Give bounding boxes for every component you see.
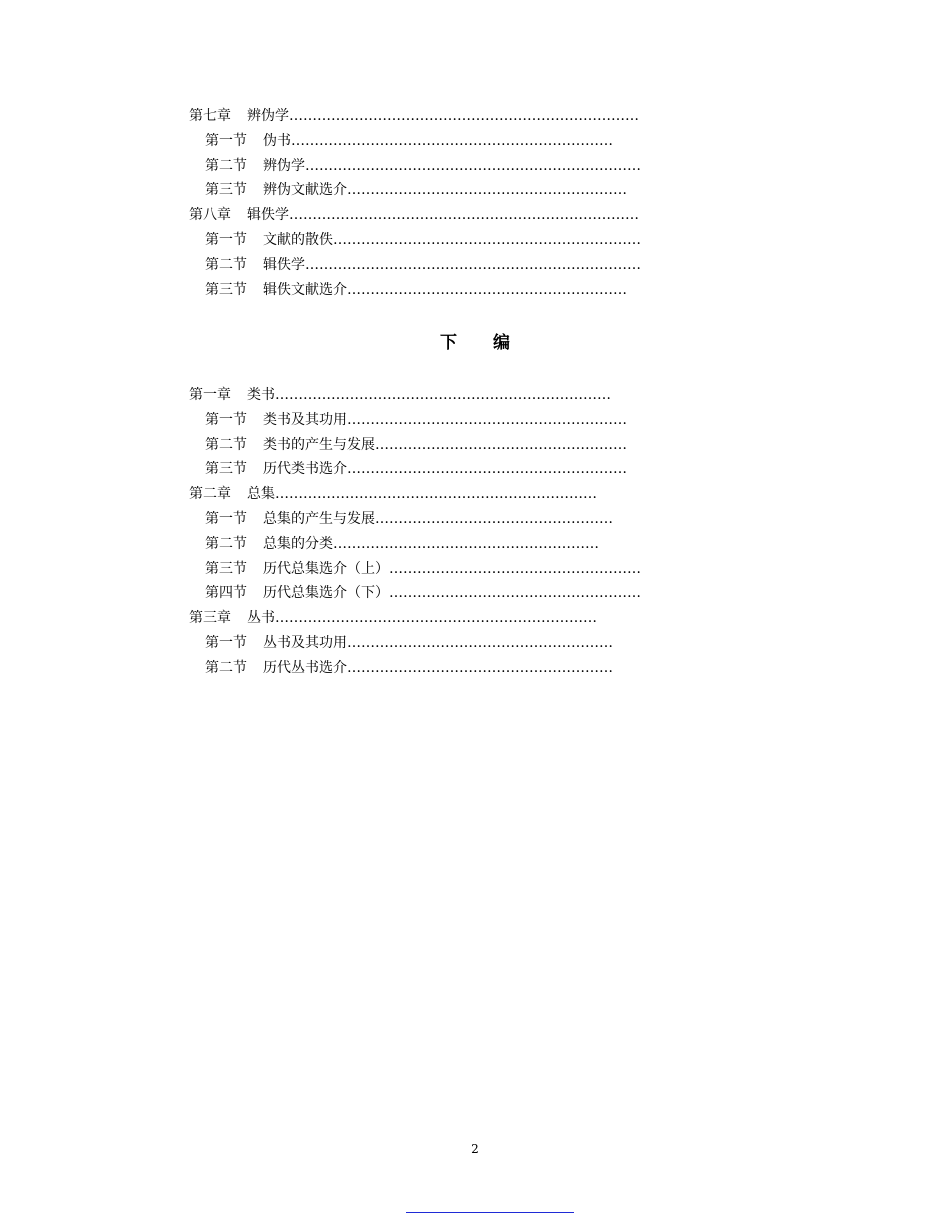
toc-entry-title: 历代总集选介（上） (263, 560, 389, 577)
toc-lower-list (189, 383, 641, 681)
toc-entry-title: 类书的产生与发展 (263, 436, 375, 453)
toc-entry-number: 第四节 (205, 585, 247, 602)
part-heading-char-2: 编 (493, 333, 510, 353)
toc-leader-dots: …………………………………………………… (347, 461, 627, 478)
toc-entry-title: 历代丛书选介 (263, 659, 347, 676)
toc-leader-dots: …………………………………………………………… (291, 132, 613, 149)
toc-entry-section[interactable] (189, 457, 641, 482)
toc-entry-number: 第二节 (205, 436, 247, 453)
toc-entry-section[interactable] (189, 154, 641, 179)
toc-entry-section[interactable] (189, 253, 641, 278)
toc-entry-title: 历代总集选介（下） (263, 585, 389, 602)
toc-entry-number: 第二节 (205, 256, 247, 273)
toc-entry-number: 第三节 (205, 560, 247, 577)
toc-leader-dots: ………………………………………………………………… (289, 108, 639, 124)
toc-leader-dots: ……………………………………………… (389, 585, 641, 602)
toc-leader-dots: …………………………………………………………… (275, 486, 597, 503)
toc-entry-number: 第三节 (205, 182, 247, 199)
toc-leader-dots: ………………………………………………………… (333, 231, 641, 248)
toc-entry-title: 丛书 (247, 610, 275, 627)
toc-entry-number: 第三节 (205, 281, 247, 298)
toc-leader-dots: ………………………………………………… (347, 659, 613, 676)
toc-entry-chapter[interactable] (189, 203, 641, 228)
toc-leader-dots: ……………………………………………… (375, 436, 627, 453)
toc-entry-number: 第二节 (205, 535, 247, 552)
toc-entry-title: 类书及其功用 (263, 411, 347, 428)
toc-entry-number: 第二章 (189, 486, 231, 503)
toc-entry-section[interactable] (189, 178, 641, 203)
toc-entry-section[interactable] (189, 278, 641, 303)
part-heading-char-1: 下 (440, 333, 457, 353)
toc-entry-number: 第七章 (189, 108, 231, 124)
page-number: 2 (471, 1142, 479, 1156)
toc-entry-title: 总集 (247, 486, 275, 503)
toc-leader-dots: …………………………………………………… (347, 411, 627, 428)
toc-entry-number: 第一节 (205, 231, 247, 248)
toc-entry-number: 第一章 (189, 387, 231, 403)
toc-entry-section[interactable] (189, 507, 641, 532)
toc-entry-chapter[interactable] (189, 104, 641, 129)
toc-leader-dots: ……………………………………………………………… (305, 157, 641, 174)
toc-entry-chapter[interactable] (189, 383, 641, 408)
toc-entry-section[interactable] (189, 581, 641, 606)
toc-leader-dots: …………………………………………… (375, 510, 613, 527)
toc-entry-section[interactable] (189, 656, 641, 681)
part-heading (0, 328, 950, 353)
toc-entry-title: 辑佚学 (263, 256, 305, 273)
toc-leader-dots: …………………………………………………… (347, 281, 627, 298)
toc-entry-section[interactable] (189, 631, 641, 656)
toc-leader-dots: ……………………………………………………………… (305, 256, 641, 273)
toc-entry-section[interactable] (189, 228, 641, 253)
toc-entry-title: 历代类书选介 (263, 461, 347, 478)
toc-entry-number: 第三章 (189, 610, 231, 627)
toc-entry-title: 总集的产生与发展 (263, 510, 375, 527)
toc-leader-dots: ……………………………………………………………… (275, 387, 611, 403)
toc-entry-title: 丛书及其功用 (263, 634, 347, 651)
toc-leader-dots: ………………………………………………… (347, 634, 613, 651)
toc-entry-title: 辑佚学 (247, 207, 289, 224)
footer-link-underline[interactable] (406, 1212, 574, 1213)
toc-entry-section[interactable] (189, 433, 641, 458)
toc-entry-section[interactable] (189, 129, 641, 154)
toc-entry-title: 类书 (247, 387, 275, 403)
toc-entry-title: 辑佚文献选介 (263, 281, 347, 298)
toc-entry-number: 第二节 (205, 659, 247, 676)
toc-entry-title: 文献的散佚 (263, 231, 333, 248)
toc-entry-number: 第八章 (189, 207, 231, 224)
toc-entry-number: 第一节 (205, 510, 247, 527)
toc-upper-list (189, 104, 641, 302)
toc-entry-title: 总集的分类 (263, 535, 333, 552)
toc-entry-title: 辨伪学 (263, 157, 305, 174)
toc-entry-section[interactable] (189, 408, 641, 433)
toc-entry-chapter[interactable] (189, 606, 641, 631)
toc-leader-dots: …………………………………………………… (347, 182, 627, 199)
toc-leader-dots: …………………………………………………………… (275, 610, 597, 627)
toc-entry-title: 辨伪文献选介 (263, 182, 347, 199)
toc-leader-dots: ……………………………………………… (389, 560, 641, 577)
toc-entry-number: 第二节 (205, 157, 247, 174)
toc-entry-chapter[interactable] (189, 482, 641, 507)
toc-entry-title: 伪书 (263, 132, 291, 149)
toc-entry-number: 第一节 (205, 634, 247, 651)
toc-entry-title: 辨伪学 (247, 108, 289, 124)
toc-entry-number: 第一节 (205, 411, 247, 428)
toc-entry-number: 第一节 (205, 132, 247, 149)
toc-entry-number: 第三节 (205, 461, 247, 478)
toc-entry-section[interactable] (189, 532, 641, 557)
toc-leader-dots: ………………………………………………… (333, 535, 599, 552)
toc-entry-section[interactable] (189, 557, 641, 582)
toc-leader-dots: ………………………………………………………………… (289, 207, 639, 224)
